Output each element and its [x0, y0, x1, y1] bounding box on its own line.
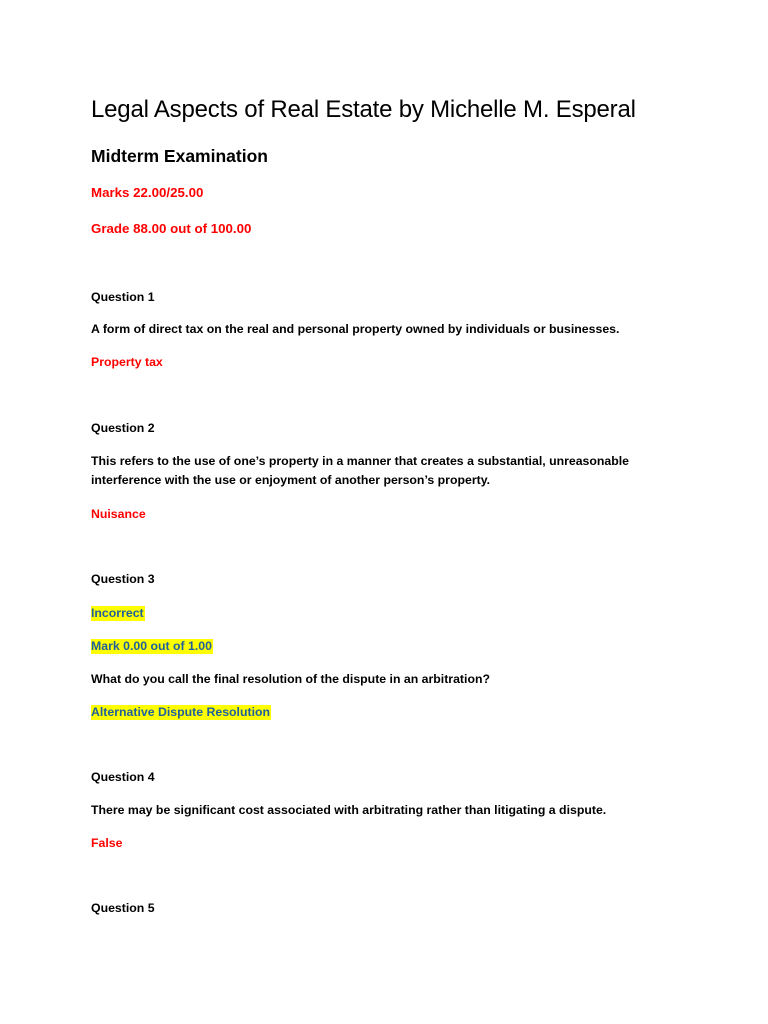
question-3-answer-row: [91, 703, 271, 721]
grade-line: Grade 88.00 out of 100.00: [91, 221, 252, 236]
question-4-answer: False: [91, 836, 123, 850]
document-title: Legal Aspects of Real Estate by Michelle M. Esperal: [91, 96, 636, 123]
question-1-answer: Property tax: [91, 355, 163, 369]
question-3-label: Question 3: [91, 572, 155, 586]
question-4-text: There may be significant cost associated with arbitrating rather than litigating a dispute.: [91, 803, 607, 817]
question-2-label: Question 2: [91, 421, 155, 435]
marks-line: Marks 22.00/25.00: [91, 185, 204, 200]
question-3-mark: Mark 0.00 out of 1.00: [91, 639, 212, 653]
question-5-label: Question 5: [91, 901, 155, 915]
exam-subtitle: Midterm Examination: [91, 146, 268, 166]
question-3-status: Incorrect: [91, 606, 144, 620]
question-3-status-row: [91, 604, 145, 622]
question-3-mark-row: [91, 637, 213, 655]
question-2-text: This refers to the use of one’s property in a manner that creates a substantial, unreasonable interference with the use or enjoyment of another person’s property.: [91, 454, 630, 487]
question-1-label: Question 1: [91, 290, 155, 304]
question-1-text: A form of direct tax on the real and personal property owned by individuals or businesses.: [91, 322, 620, 336]
question-3-answer: Alternative Dispute Resolution: [91, 705, 271, 719]
question-3-text: What do you call the final resolution of the dispute in an arbitration?: [91, 672, 490, 686]
question-4-label: Question 4: [91, 770, 155, 784]
question-2-answer: Nuisance: [91, 507, 146, 521]
